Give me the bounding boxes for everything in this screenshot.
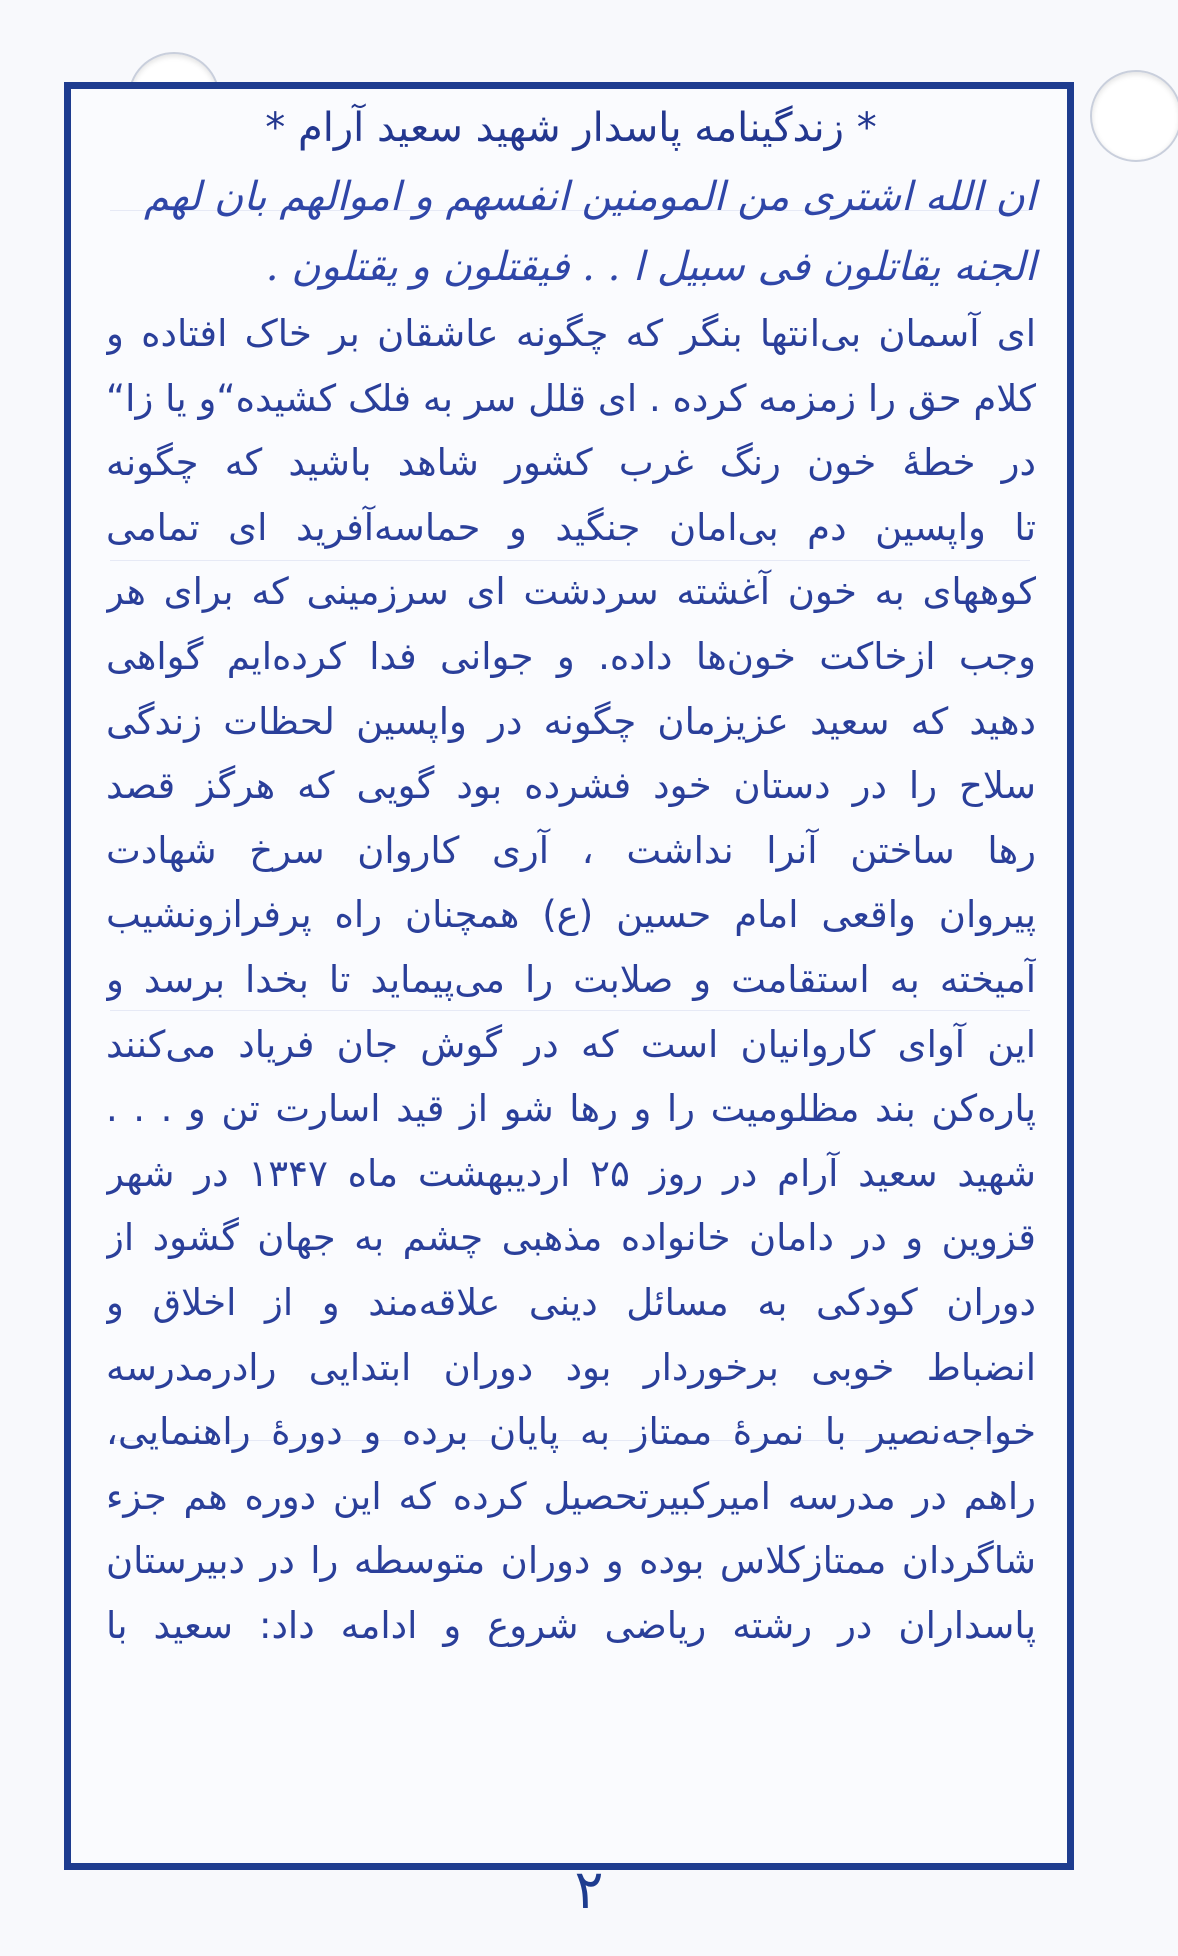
body-line: پاسداران در رشته ریاضی شروع و ادامه داد: سعید با — [106, 1603, 1036, 1647]
body-line: ای آسمان بی‌انتها بنگر که چگونه عاشقان بر خاک افتاده و — [106, 312, 1036, 355]
body-line: خواجه‌نصیر با نمرهٔ ممتاز به پایان برده و دورهٔ راهنمایی، — [106, 1410, 1036, 1454]
body-line: سلاح را در دستان خود فشرده بود گویی که هرگز قصد — [106, 764, 1036, 808]
body-line: پیروان واقعی امام حسین (ع) همچنان راه پرفرازونشیب — [106, 893, 1036, 937]
body-line: دهید که سعید عزیزمان چگونه در واپسین لحظات زندگی — [106, 699, 1036, 743]
body-line: کوههای به خون آغشته سردشت ای سرزمینی که برای هر — [106, 570, 1036, 614]
document-title: * زندگینامه پاسدار شهید سعید آرام * — [265, 105, 877, 151]
verse-line: ان الله اشتری من المومنین انفسهم و اموالهم بان لهم — [143, 174, 1036, 220]
body-line: آمیخته به استقامت و صلابت را می‌پیماید تا بخدا برسد و — [106, 957, 1036, 1001]
verse-line: الجنه یقاتلون فی سبیل ا . . فیقتلون و یقتلون . — [265, 244, 1036, 290]
body-line: شهید سعید آرام در روز ۲۵ اردیبهشت ماه ۱۳۴۷ در شهر — [106, 1151, 1036, 1195]
body-line: رها ساختن آنرا نداشت ، آری کاروان سرخ شهادت — [106, 828, 1036, 872]
quran-verse — [106, 162, 1036, 302]
body-line: این آوای کاروانیان است که در گوش جان فریاد می‌کنند — [106, 1022, 1036, 1066]
binder-hole-right — [1090, 70, 1178, 162]
body-line: قزوین و در دامان خانواده مذهبی چشم به جهان گشود از — [106, 1216, 1036, 1260]
body-line: انضباط خوبی برخوردار بود دوران ابتدایی رادرمدرسه — [106, 1345, 1036, 1389]
body-line: کلام حق را زمزمه کرده . ای قلل سر به فلک کشیده“و یا زا“ — [106, 376, 1036, 420]
body-line: راهم در مدرسه امیرکبیرتحصیل کرده که این دوره هم جزء — [106, 1474, 1036, 1518]
body-line: در خطهٔ خون رنگ غرب کشور شاهد باشید که چگونه — [106, 441, 1036, 485]
body-line: تا واپسین دم بی‌امان جنگید و حماسه‌آفرید ای تمامی — [106, 505, 1036, 549]
document-content — [106, 100, 1036, 1658]
page-number: ۲ — [574, 1858, 604, 1921]
body-line: پاره‌کن بند مظلومیت را و رها شو از قید اسارت تن و . . . — [106, 1087, 1036, 1131]
biography-body — [106, 302, 1036, 1658]
body-line: شاگردان ممتازکلاس بوده و دوران متوسطه را در دبیرستان — [106, 1539, 1036, 1583]
body-line: دوران کودکی به مسائل دینی علاقه‌مند و از اخلاق و — [106, 1280, 1036, 1324]
body-line: وجب ازخاکت خون‌ها داده. و جوانی فدا کرده‌ایم گواهی — [106, 634, 1036, 678]
